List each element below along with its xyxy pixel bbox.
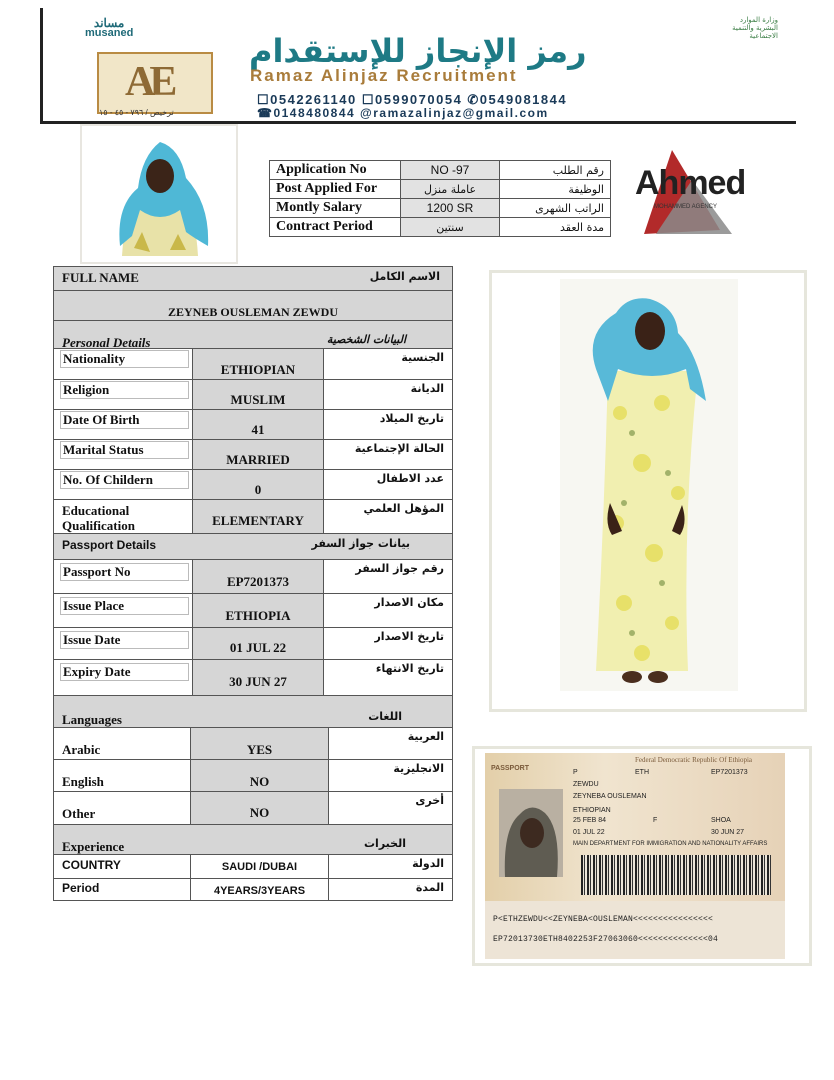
english-label-arabic: الانجليزية [393, 762, 444, 775]
passport-type: P [573, 769, 578, 776]
education-value: ELEMENTARY [212, 513, 304, 528]
full-length-illustration [492, 273, 804, 709]
agency-title-english: Ramaz Alinjaz Recruitment [250, 66, 518, 85]
post-applied-value: عاملة منزل [401, 180, 500, 199]
application-no-label: Application No [270, 161, 401, 180]
passport-nationality: ETHIOPIAN [573, 807, 611, 814]
emblem-letters: AE [125, 59, 172, 105]
nationality-value: ETHIOPIAN [220, 362, 296, 377]
passport-page [485, 753, 785, 959]
agency-name: Ahmed [635, 164, 746, 202]
table-row [54, 855, 452, 879]
other-value: NO [249, 805, 270, 820]
children-label-arabic: عدد الاطفال [376, 472, 444, 485]
passport-given-names: ZEYNEBA OUSLEMAN [573, 793, 647, 800]
country-value: SAUDI /DUBAI [221, 861, 298, 873]
full-name-label-arabic: الاسم الكامل [369, 270, 440, 283]
post-applied-label-arabic: الوظيفة [500, 180, 611, 199]
passport-portrait [499, 789, 563, 877]
languages-title: Languages [62, 712, 122, 727]
passport-no-value: EP7201373 [226, 574, 290, 589]
musaned-logo-arabic: مساند [93, 16, 125, 30]
arabic-value: YES [246, 742, 273, 757]
salary-value: 1200 SR [401, 199, 500, 218]
passport-details-title: Passport Details [62, 538, 157, 552]
date-of-birth-value: 41 [251, 422, 265, 437]
table-row [54, 660, 452, 696]
issue-place-label: Issue Place [60, 597, 189, 615]
religion-label: Religion [60, 381, 189, 399]
passport-number: EP7201373 [711, 769, 748, 776]
other-label-arabic: أخرى [415, 794, 444, 807]
passport-mrz-line-1: P<ETHZEWDU<<ZEYNEBA<OUSLEMAN<<<<<<<<<<<<<<<< [493, 915, 714, 924]
passport-barcode [581, 855, 771, 895]
passport-issue-date: 01 JUL 22 [573, 829, 605, 836]
issue-date-value: 01 JUL 22 [229, 640, 287, 655]
passport-mrz-line-2: EP72013730ETH8402253F27063060<<<<<<<<<<<<<<04 [493, 935, 719, 944]
expiry-date-value: 30 JUN 27 [229, 674, 287, 689]
passport-place-of-birth: SHOA [711, 817, 731, 824]
passport-details-title-arabic: بيانات جواز السفر [311, 537, 410, 550]
arabic-label: Arabic [62, 742, 101, 757]
passport-surname: ZEWDU [573, 781, 599, 788]
issue-place-label-arabic: مكان الاصدار [374, 596, 444, 609]
table-row [54, 500, 452, 534]
date-of-birth-label: Date Of Birth [60, 411, 189, 429]
date-of-birth-label-arabic: تاريخ الميلاد [379, 412, 444, 425]
passport-mrz-zone [485, 901, 785, 959]
passport-dob: 25 FEB 84 [573, 817, 607, 824]
contract-period-value: سنتين [401, 218, 500, 237]
education-label: Educational Qualification [62, 503, 135, 533]
nationality-label: Nationality [60, 350, 189, 368]
languages-title-arabic: اللغات [368, 710, 402, 723]
personal-details-header [54, 321, 452, 349]
portrait-illustration [82, 126, 236, 262]
email-and-landline: ☎0148480844 @ramazalinjaz@gmail.com [257, 106, 549, 120]
passport-details-header [54, 534, 452, 560]
other-label: Other [62, 806, 96, 821]
period-label: Period [62, 881, 100, 895]
passport-header: Federal Democratic Republic Of Ethiopia [635, 756, 753, 764]
salary-label: Montly Salary [270, 199, 401, 218]
agency-emblem [97, 52, 213, 114]
passport-no-label-arabic: رقم جواز السفر [355, 562, 444, 575]
passport-country: ETH [635, 769, 649, 776]
contract-period-label-arabic: مدة العقد [500, 218, 611, 237]
period-label-arabic: المدة [415, 881, 444, 894]
candidate-details-table [53, 266, 453, 901]
table-row [54, 410, 452, 440]
marital-status-label: Marital Status [60, 441, 189, 459]
agency-title-arabic: رمز الإنجاز للإستقدام [249, 32, 587, 70]
full-name-value-band [54, 291, 452, 321]
musaned-logo [85, 18, 133, 38]
salary-label-arabic: الراتب الشهرى [500, 199, 611, 218]
table-row [54, 349, 452, 380]
table-row [54, 792, 452, 825]
country-label-arabic: الدولة [412, 857, 444, 870]
passport-authority: MAIN DEPARTMENT FOR IMMIGRATION AND NATIONALITY AFFAIRS [573, 841, 768, 847]
experience-title: Experience [62, 839, 125, 854]
ministry-logo: وزارة الموارد البشرية والتنمية الاجتماعية [732, 16, 778, 40]
table-row [270, 180, 611, 199]
table-row [54, 879, 452, 900]
table-row [54, 594, 452, 628]
nationality-label-arabic: الجنسية [401, 351, 444, 364]
table-row [54, 380, 452, 410]
full-name-label: FULL NAME [62, 270, 139, 285]
table-row [54, 728, 452, 760]
expiry-date-label-arabic: تاريخ الانتهاء [375, 662, 444, 675]
musaned-logo-english: musaned [85, 27, 134, 39]
table-row [54, 628, 452, 660]
full-name-header [54, 267, 452, 291]
candidate-full-length-photo [489, 270, 807, 712]
license-number: ترخيص / ٧٩٦ - ٤٥ - ١٥ [99, 108, 174, 117]
religion-label-arabic: الديانة [410, 382, 444, 395]
contract-period-label: Contract Period [270, 218, 401, 237]
english-label: English [62, 774, 104, 789]
passport-sex: F [653, 817, 658, 824]
children-label: No. Of Childern [60, 471, 189, 489]
table-row [54, 440, 452, 470]
passport-no-label: Passport No [60, 563, 189, 581]
marital-status-label-arabic: الحالة الإجتماعية [354, 442, 444, 455]
marital-status-value: MARRIED [226, 452, 290, 467]
experience-title-arabic: الخبرات [364, 837, 406, 850]
passport-type-label: PASSPORT [491, 765, 529, 772]
header-banner [40, 8, 796, 124]
application-no-value: NO -97 [401, 161, 500, 180]
religion-value: MUSLIM [230, 392, 286, 407]
issue-place-value: ETHIOPIA [225, 608, 291, 623]
full-name-value: ZEYNEB OUSLEMAN ZEWDU [167, 305, 339, 319]
table-row [54, 470, 452, 500]
application-summary-table [269, 160, 611, 237]
table-row [270, 199, 611, 218]
personal-details-title: Personal Details [62, 335, 151, 350]
english-value: NO [249, 774, 270, 789]
issue-date-label: Issue Date [60, 631, 189, 649]
period-value: 4YEARS/3YEARS [213, 885, 306, 897]
passport-photo [499, 789, 563, 877]
experience-header [54, 825, 452, 855]
children-value: 0 [254, 482, 262, 497]
education-label-arabic: المؤهل العلمي [363, 502, 444, 515]
expiry-date-label: Expiry Date [60, 663, 189, 681]
country-label: COUNTRY [62, 858, 121, 872]
table-row [54, 760, 452, 792]
arabic-label-arabic: العربية [407, 730, 444, 743]
agency-subtitle: MOHAMMED AGENCY [654, 204, 718, 210]
passport-scan [472, 746, 812, 966]
post-applied-label: Post Applied For [270, 180, 401, 199]
issue-date-label-arabic: تاريخ الاصدار [374, 630, 444, 643]
personal-details-title-arabic: البيانات الشخصية [326, 333, 406, 346]
table-row [270, 218, 611, 237]
phone-numbers: ☐0542261140 ☐0599070054 ✆0549081844 [257, 92, 568, 107]
table-row [54, 560, 452, 594]
candidate-portrait-photo [80, 124, 238, 264]
application-no-label-arabic: رقم الطلب [500, 161, 611, 180]
table-row [270, 161, 611, 180]
ahmed-agency-logo [632, 150, 758, 236]
passport-expiry-date: 30 JUN 27 [711, 829, 745, 836]
languages-header [54, 696, 452, 728]
